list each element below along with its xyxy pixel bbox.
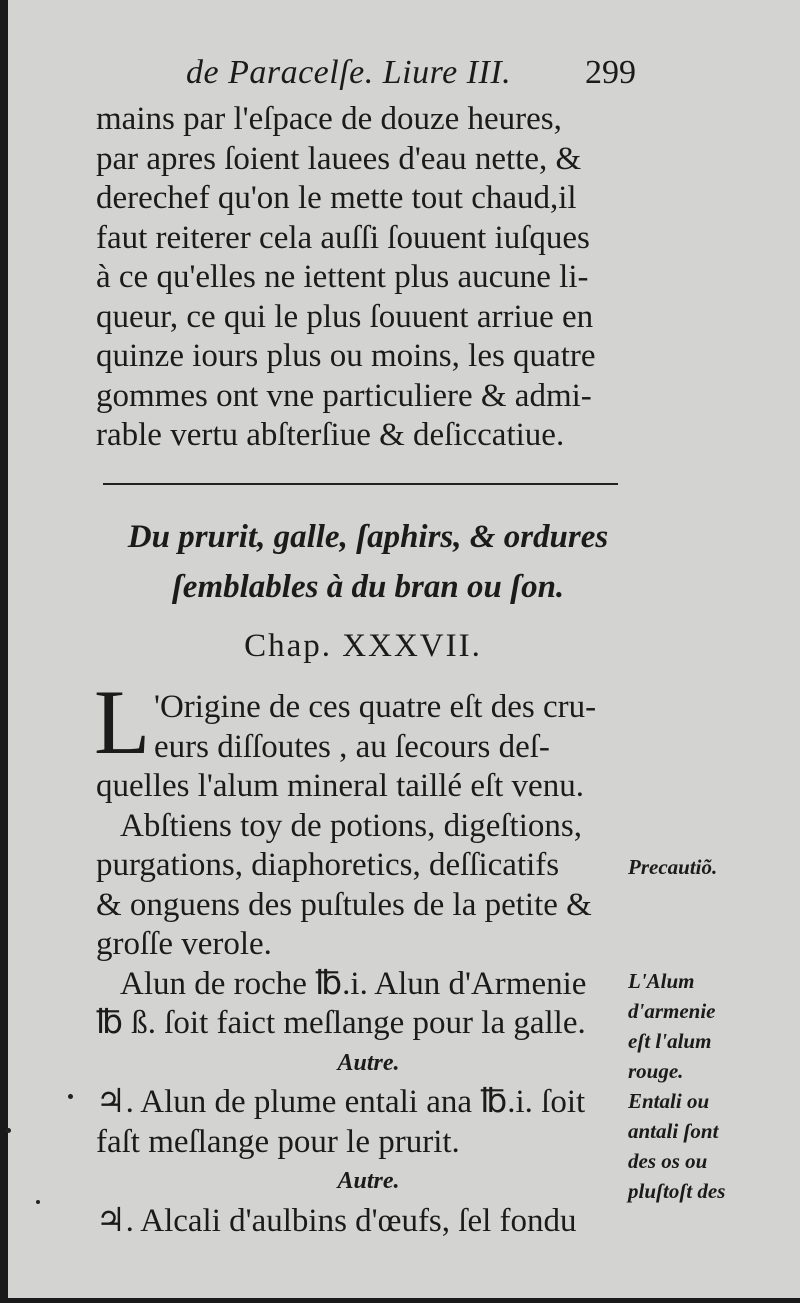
ink-speck bbox=[6, 1128, 11, 1133]
text-line: purgations, diaphoretics, deſſicatifs bbox=[96, 847, 560, 883]
margin-note-alum bbox=[628, 966, 788, 1206]
text-line: rable vertu abſterſiue & deſiccatiue. bbox=[96, 417, 565, 453]
recipe-heading: Autre. bbox=[337, 1168, 400, 1194]
text-line: à ce qu'elles ne iettent plus aucune li- bbox=[96, 259, 589, 295]
text-line: & onguens des puſtules de la petite & bbox=[96, 886, 592, 923]
text-line: derechef qu'on le mette tout chaud,il bbox=[96, 180, 577, 216]
text-line: groſſe verole. bbox=[96, 926, 272, 962]
running-title: de Paracelſe. Liure III. bbox=[186, 54, 512, 91]
text-line: faut reiterer cela auſſi ſouuent iuſques bbox=[96, 219, 590, 256]
text-line: ♃. Alcali d'aulbins d'œufs, ſel fondu bbox=[96, 1202, 577, 1239]
upper-paragraph bbox=[96, 100, 641, 456]
text-line: faſt meſlange pour le prurit. bbox=[96, 1123, 460, 1160]
text-line: par apres ſoient lauees d'eau nette, & bbox=[96, 140, 582, 177]
margin-note-line: rouge. bbox=[628, 1059, 684, 1083]
margin-note-line: pluſtoſt des bbox=[628, 1179, 726, 1203]
text-line: Alun de roche ℔.i. Alun d'Armenie bbox=[120, 965, 587, 1002]
margin-note-line: Precautiõ. bbox=[628, 855, 718, 879]
book-page bbox=[8, 0, 800, 1298]
section-title bbox=[88, 512, 648, 612]
text-line: quelles l'alum mineral taillé eſt venu. bbox=[96, 768, 584, 804]
margin-note-line: Entali ou bbox=[628, 1089, 710, 1113]
margin-note-line: antali ſont bbox=[628, 1119, 719, 1143]
section-title-line: Du prurit, galle, ſaphirs, & ordures bbox=[127, 519, 609, 555]
recipe-heading: Autre. bbox=[337, 1049, 400, 1076]
margin-note-precaution bbox=[628, 852, 788, 882]
page-number: 299 bbox=[585, 54, 636, 91]
chapter-heading: Chap. XXXVII. bbox=[244, 628, 482, 664]
text-line: gommes ont vne particuliere & admi- bbox=[96, 377, 592, 414]
text-line: ♃. Alun de plume entali ana ℔.i. ſoit bbox=[96, 1084, 586, 1120]
text-line: quinze iours plus ou moins, les quatre bbox=[96, 338, 596, 374]
drop-cap: L bbox=[94, 671, 151, 773]
section-title-line: ſemblables à du bran ou ſon. bbox=[171, 569, 565, 605]
lower-paragraph bbox=[96, 688, 641, 1241]
text-line: mains par l'eſpace de douze heures, bbox=[96, 101, 562, 137]
margin-note-line: L'Alum bbox=[628, 969, 695, 993]
margin-note-line: des os ou bbox=[628, 1149, 708, 1173]
margin-note-line: eſt l'alum bbox=[628, 1029, 712, 1053]
text-line: Abſtiens toy de potions, digeſtions, bbox=[120, 807, 582, 844]
text-line: eurs diſſoutes , au ſecours deſ- bbox=[154, 728, 550, 765]
running-header bbox=[186, 54, 646, 98]
margin-note-line: d'armenie bbox=[628, 999, 716, 1023]
text-line: 'Origine de ces quatre eſt des cru- bbox=[154, 689, 597, 725]
text-line: ℔ ß. ſoit faict meſlange pour la galle. bbox=[96, 1005, 586, 1041]
section-divider bbox=[103, 483, 618, 485]
ink-speck bbox=[36, 1200, 40, 1204]
text-line: queur, ce qui le plus ſouuent arriue en bbox=[96, 298, 594, 335]
ink-speck bbox=[68, 1094, 73, 1099]
